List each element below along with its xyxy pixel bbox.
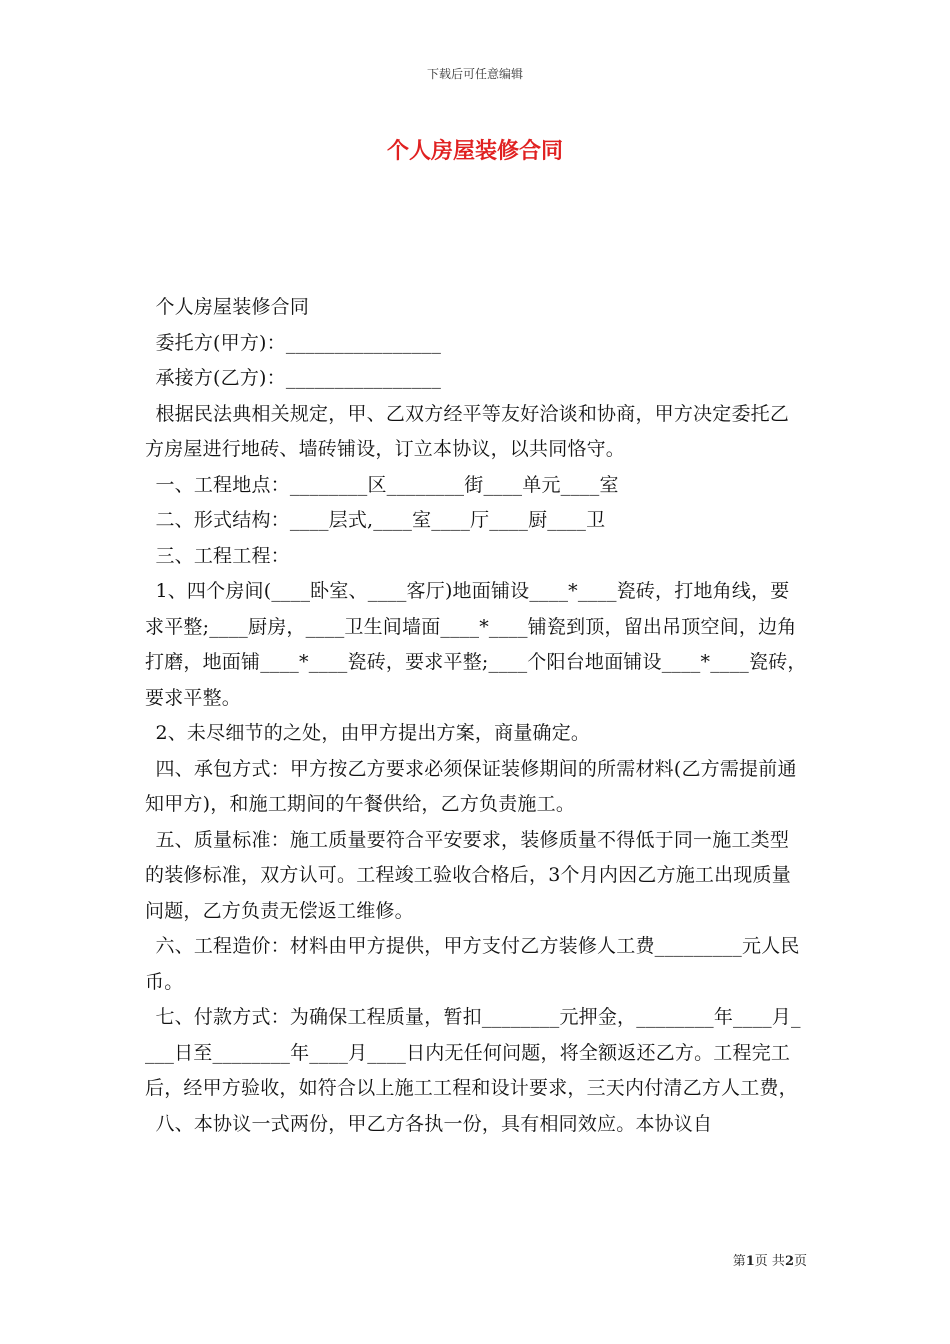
document-title: 个人房屋装修合同 xyxy=(386,138,563,164)
paragraph-quality-standard: 五、质量标准：施工质量要符合平安要求，装修质量不得低于同一施工类型的装修标准，双方认可。工程竣工验收合格后，3个月内因乙方施工出现质量问题，乙方负责无偿返工维修。 xyxy=(145,828,791,922)
paragraph-copies: 八、本协议一式两份，甲乙方各执一份，具有相同效应。本协议自 xyxy=(155,1112,713,1135)
paragraph-party-b: 承接方(乙方)：________________ xyxy=(155,367,442,389)
paragraph-project-cost: 六、工程造价：材料由甲方提供，甲方支付乙方装修人工费_________元人民币。 xyxy=(145,935,800,993)
total-pages: 2 xyxy=(784,1254,794,1269)
paragraph-preamble: 根据民法典相关规定，甲、乙双方经平等友好洽谈和协商，甲方决定委托乙方房屋进行地砖、墙砖铺设，订立本协议，以共同恪守。 xyxy=(145,402,790,460)
paragraph-item-2: 2、未尽细节的之处，由甲方提出方案，商量确定。 xyxy=(155,722,591,744)
paragraph-contract-method: 四、承包方式：甲方按乙方要求必须保证装修期间的所需材料(乙方需提前通知甲方)，和施工期间的午餐供给，乙方负责施工。 xyxy=(145,757,797,815)
paragraph-payment-method: 七、付款方式：为确保工程质量，暂扣________元押金，________年____月____日至________年____月____日内无任何问题，将全额返还乙方。工程完工后，经甲方验收，如符合以上施工工程和设计要求，三天内付清乙方人工费， xyxy=(145,1006,801,1099)
page-number xyxy=(733,1250,807,1269)
page-number-prefix: 第 xyxy=(732,1254,746,1269)
contract-body xyxy=(145,290,807,1142)
page-number-suffix: 页 xyxy=(793,1254,807,1269)
header-note: 下载后可任意编辑 xyxy=(426,67,523,81)
paragraph-item-1: 1、四个房间(____卧室、____客厅)地面铺设____*____瓷砖，打地角线，要求平整;____厨房，____卫生间墙面____*____铺瓷到顶，留出吊顶空间，边角打磨，地面铺____*____瓷砖，要求平整;____个阳台地面铺设____*____瓷砖，要求平整。 xyxy=(145,580,807,709)
paragraph-project-location: 一、工程地点：________区________街____单元____室 xyxy=(155,473,619,496)
paragraph-contract-name: 个人房屋装修合同 xyxy=(155,296,310,318)
paragraph-party-a: 委托方(甲方)：________________ xyxy=(155,331,442,354)
page-number-middle: 页 共 xyxy=(754,1254,785,1269)
paragraph-structure: 二、形式结构：____层式,____室____厅____厨____卫 xyxy=(155,509,606,531)
paragraph-project-items-heading: 三、工程工程： xyxy=(155,544,290,567)
current-page: 1 xyxy=(745,1254,755,1269)
